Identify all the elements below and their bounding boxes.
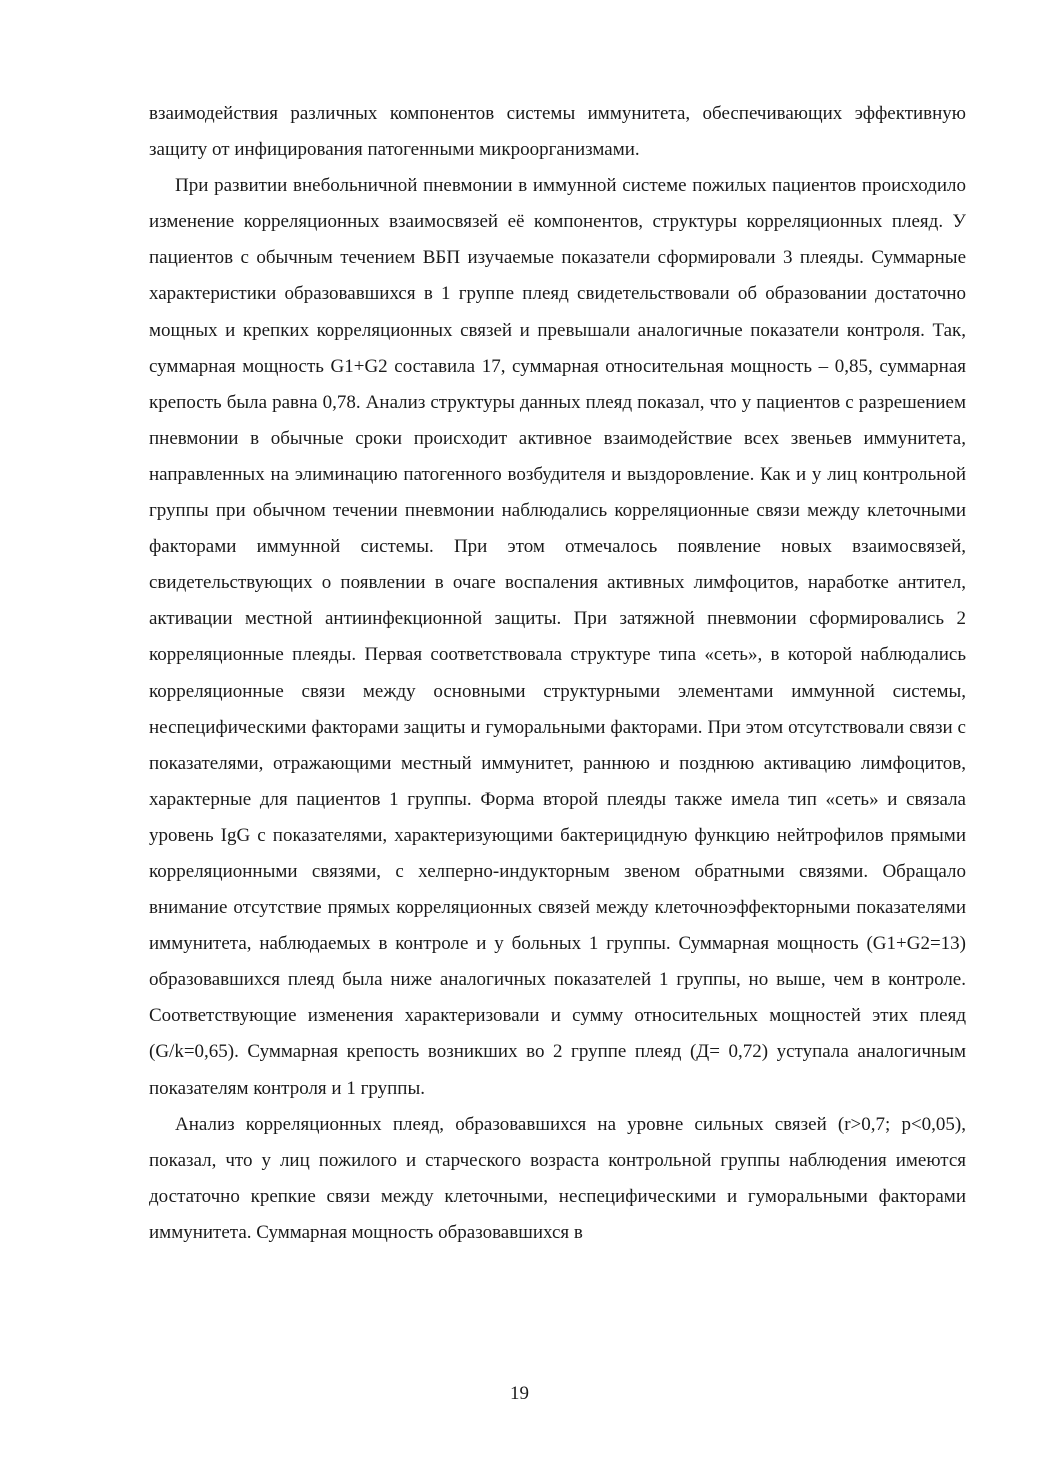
paragraph-strong-links-analysis: Анализ корреляционных плеяд, образовавшихся на уровне сильных связей (r>0,7; p<0,05), показал, что у лиц пожилого и старческого возраста контрольной группы наблюдения имеются достаточно крепкие связи между клеточными, неспецифическими и гуморальными факторами иммунитета. Суммарная мощность образовавшихся в: [149, 1113, 966, 1243]
page-number: 19: [510, 1383, 529, 1404]
body-text: [149, 96, 966, 1251]
paragraph-continuation: взаимодействия различных компонентов системы иммунитета, обеспечивающих эффективную защиту от инфицирования патогенными микроорганизмами.: [149, 103, 966, 161]
paragraph-correlation-pleiades: При развитии внебольничной пневмонии в иммунной системе пожилых пациентов происходило изменение корреляционных взаимосвязей её компонентов, структуры корреляционных плеяд. У пациентов с обычным течением ВБП изучаемые показатели сформировали 3 плеяды. Суммарные характеристики образовавшихся в 1 группе плеяд свидетельствовали об образовании достаточно мощных и крепких корреляционных связей и превышали аналогичные показатели контроля. Так, суммарная мощность G1+G2 составила 17, суммарная относительная мощность – 0,85, суммарная крепость была равна 0,78. Анализ структуры данных плеяд показал, что у пациентов с разрешением пневмонии в обычные сроки происходит активное взаимодействие всех звеньев иммунитета, направленных на элиминацию патогенного возбудителя и выздоровление. Как и у лиц контрольной группы при обычном течении пневмонии наблюдались корреляционные связи между клеточными факторами иммунной системы. При этом отмечалось появление новых взаимосвязей, свидетельствующих о появлении в очаге воспаления активных лимфоцитов, наработке антител, активации местной антиинфекционной защиты. При затяжной пневмонии сформировались 2 корреляционные плеяды. Первая соответствовала структуре типа «сеть», в которой наблюдались корреляционные связи между основными структурными элементами иммунной системы, неспецифическими факторами защиты и гуморальными факторами. При этом отсутствовали связи с показателями, отражающими местный иммунитет, раннюю и позднюю активацию лимфоцитов, характерные для пациентов 1 группы. Форма второй плеяды также имела тип «сеть» и связала уровень IgG с показателями, характеризующими бактерицидную функцию нейтрофилов прямыми корреляционными связями, с хелперно-индукторным звеном обратными связями. Обращало внимание отсутствие прямых корреляционных связей между клеточноэффекторными показателями иммунитета, наблюдаемых в контроле и у больных 1 группы. Суммарная мощность (G1+G2=13) образовавшихся плеяд была ниже аналогичных показателей 1 группы, но выше, чем в контроле. Соответствующие изменения характеризовали и сумму относительных мощностей этих плеяд (G/k=0,65). Суммарная крепость возникших во 2 группе плеяд (Д= 0,72) уступала аналогичным показателям контроля и 1 группы.: [149, 175, 966, 1099]
